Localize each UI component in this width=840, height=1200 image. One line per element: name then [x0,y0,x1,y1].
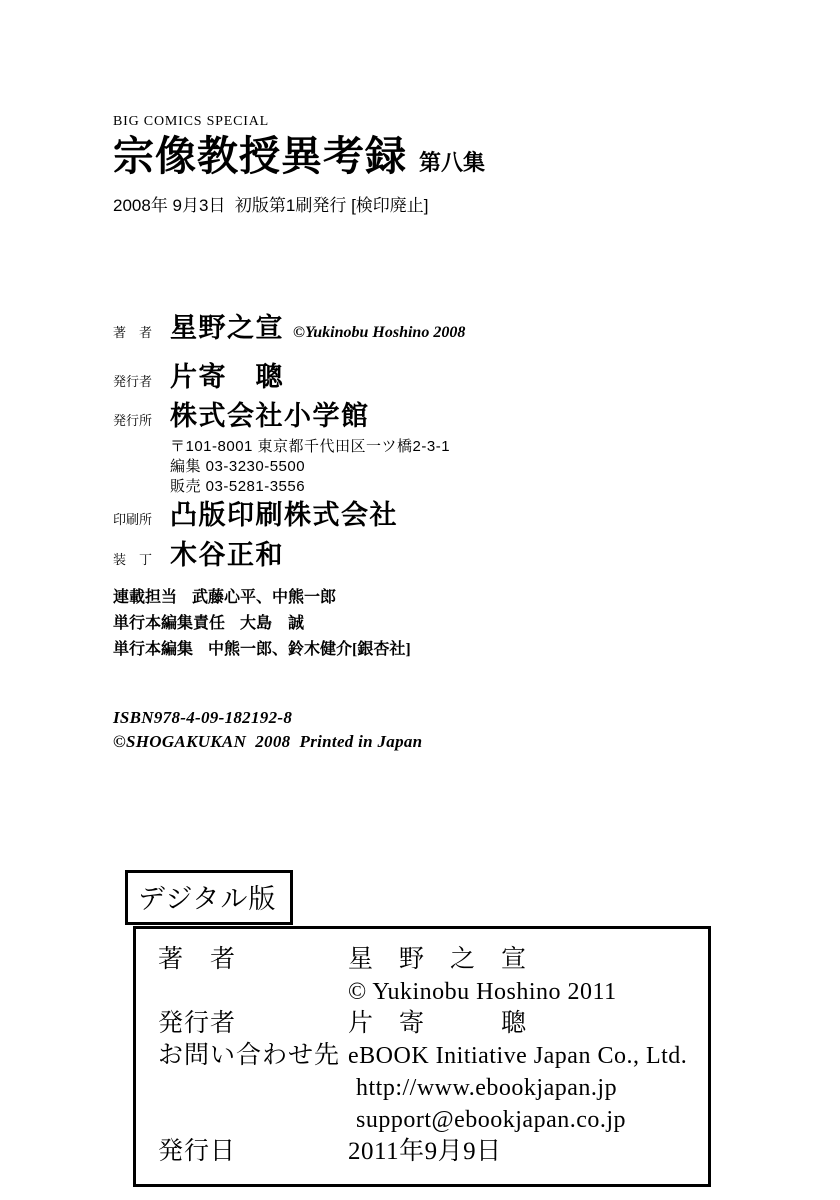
digital-publisher-row [158,1008,700,1040]
digital-author-name: 星 野 之 宣 [348,946,527,973]
digital-contact-email-row [158,1104,700,1136]
author-name-text: 星野之宣 [170,313,284,343]
digital-colophon-box [133,926,711,1187]
house-edit-phone: 編集 03-3230-5500 [170,458,306,476]
digital-publisher-name: 片 寄 聰 [348,1010,527,1037]
digital-author-label: 著 者 [158,946,237,973]
digital-publisher-label: 発行者 [158,1010,237,1037]
printer-name: 凸版印刷株式会社 [170,500,398,530]
publishing-house-label: 発行所 [113,413,153,428]
staff-value: 武藤心平、中熊一郎 [192,589,337,606]
printer-row [113,499,398,531]
house-address: 〒101-8001 東京都千代田区一ツ橋2-3-1 [170,438,451,456]
digital-author-copyright-row [158,976,700,1008]
series-label: BIG COMICS SPECIAL [113,114,269,129]
staff-volume-editors [113,637,411,663]
design-label: 装 丁 [113,552,153,567]
book-title: 宗像教授異考録 [113,133,407,179]
digital-contact-url: http://www.ebookjapan.jp [356,1075,618,1101]
staff-label: 連載担当 [113,589,178,606]
isbn-block [113,706,422,754]
digital-contact-email: support@ebookjapan.co.jp [356,1107,627,1133]
digital-issue-date-label: 発行日 [158,1138,237,1165]
digital-author-copyright: © Yukinobu Hoshino 2011 [348,979,617,1005]
digital-issue-date: 2011年9月9日 [348,1138,502,1165]
digital-issue-date-row [158,1136,700,1168]
staff-volume-chief [113,611,411,637]
publishing-house-name: 株式会社小学館 [170,401,370,431]
publishing-house-block [170,400,450,497]
publishing-house-details [170,437,450,497]
digital-contact-url-row [158,1072,700,1104]
staff-value: 大島 誠 [240,615,305,632]
edition-line: 2008年 9月3日 初版第1刷発行 [検印廃止] [113,196,429,216]
author-row [113,312,465,344]
digital-contact-label: お問い合わせ先 [158,1042,341,1069]
title-row [113,133,485,180]
publisher-name: 片寄 聰 [170,362,284,392]
staff-label: 単行本編集 [113,641,194,658]
design-name: 木谷正和 [170,540,284,570]
design-row [113,539,284,571]
publisher-row [113,361,284,393]
masthead [113,114,485,216]
volume-label: 第八集 [419,150,486,175]
staff-serial-editors [113,585,411,611]
author-name [170,312,465,344]
spacer [158,976,348,1008]
digital-contact-row [158,1040,700,1072]
print-copyright: ©SHOGAKUKAN 2008 Printed in Japan [113,732,423,751]
publisher-label: 発行者 [113,374,153,389]
staff-label: 単行本編集責任 [113,615,226,632]
printer-label: 印刷所 [113,512,153,527]
staff-value: 中熊一郎、鈴木健介[銀杏社] [208,641,411,658]
spacer [158,1072,348,1104]
publishing-house-row [113,400,450,497]
digital-contact-company: eBOOK Initiative Japan Co., Ltd. [348,1043,688,1069]
house-sales-phone: 販売 03-5281-3556 [170,478,306,496]
isbn: ISBN978-4-09-182192-8 [113,708,293,727]
spacer [158,1104,348,1136]
digital-author-row [158,944,700,976]
staff-block [113,585,411,663]
author-label: 著 者 [113,325,153,340]
digital-edition-badge: デジタル版 [125,870,293,925]
author-copyright: ©Yukinobu Hoshino 2008 [293,324,466,341]
